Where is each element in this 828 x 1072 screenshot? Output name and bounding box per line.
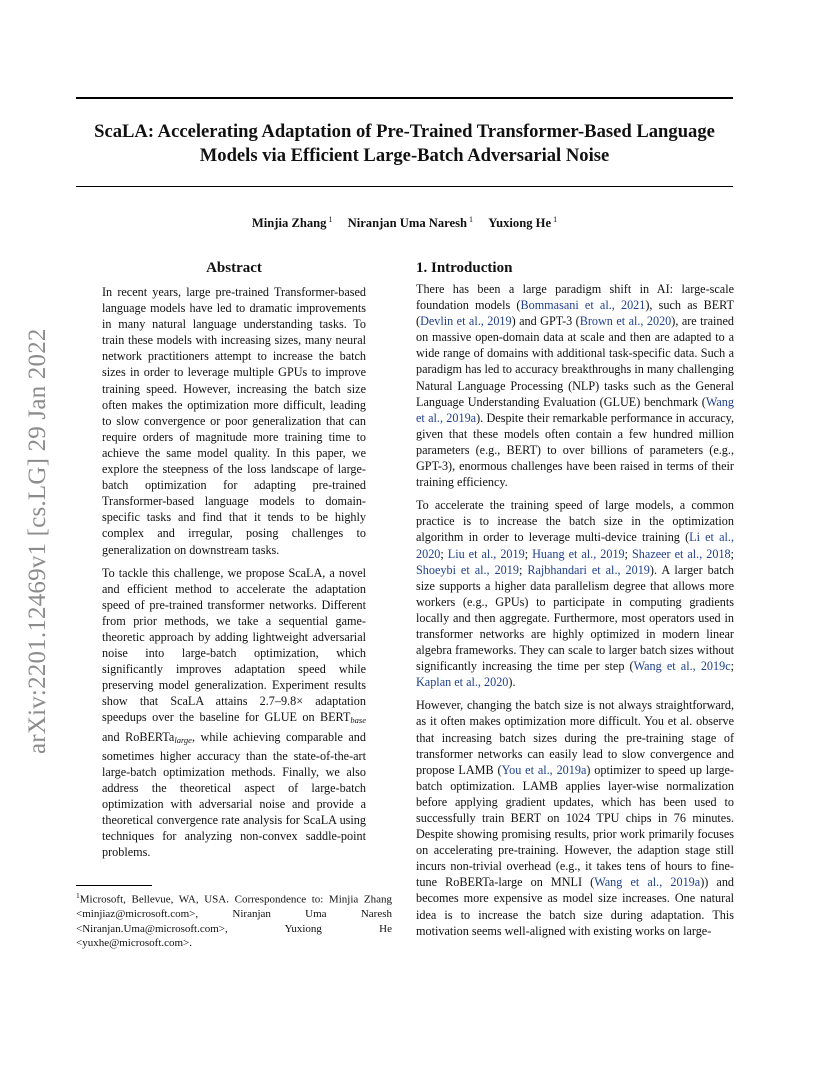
citation-link[interactable]: Bommasani et al., 2021: [520, 298, 646, 313]
citation-link[interactable]: You et al., 2019a: [501, 762, 587, 777]
subscript-base: base: [350, 715, 366, 726]
author-name: Yuxiong He: [488, 216, 552, 230]
citation-link[interactable]: Huang et al., 2019: [532, 546, 625, 561]
body-text: ;: [624, 546, 633, 561]
citation-link[interactable]: Wang et al., 2019a: [416, 394, 734, 425]
author-3: [488, 216, 557, 230]
author-affiliation-mark: 1: [553, 215, 558, 224]
body-text: ) optimizer to speed up large-batch optimization. LAMB applies layer-wise normalization before applying gradient updates, which has been used to successfully train BERT on 1024 TPU chips in 76 minutes. Despite showing promising results, prior work primarily focuses on accelerating pre-training. However, the adaption stage still incurs non-trivial overhead (e.g., it takes tens of hours to fine-tune RoBERTa-large on MNLI (: [416, 762, 734, 890]
citation-link[interactable]: Devlin et al., 2019: [420, 314, 512, 329]
abstract-heading: Abstract: [206, 260, 262, 276]
body-text: ;: [518, 562, 528, 577]
citation-link[interactable]: Liu et al., 2019: [447, 546, 525, 561]
author-1: [252, 216, 333, 230]
introduction-heading: 1. Introduction: [416, 260, 513, 276]
author-name: Minjia Zhang: [251, 216, 327, 230]
citation-link[interactable]: Wang et al., 2019c: [633, 659, 731, 674]
citation-link[interactable]: Wang et al., 2019a: [594, 875, 701, 890]
affiliation-footnote: [76, 889, 392, 951]
body-text: ).: [508, 675, 516, 690]
intro-paragraph-2: [416, 497, 734, 690]
abstract-paragraph-2: [102, 565, 366, 861]
body-text: ;: [730, 659, 735, 674]
subscript-large: large: [174, 734, 192, 745]
footnote-text: Microsoft, Bellevue, WA, USA. Correspondence to: Minjia Zhang <minjiaz@microsoft.com>, Niranjan Uma Naresh <Niranjan.Uma@microsoft.com>, Yuxiong He <yuxhe@microsoft.com>.: [76, 893, 392, 950]
paper-title: [76, 120, 733, 168]
body-text: ) and GPT-3 (: [511, 314, 580, 329]
abstract-text: and RoBERTa: [102, 729, 175, 744]
author-name: Niranjan Uma Naresh: [347, 216, 468, 230]
abstract-paragraph-1: In recent years, large pre-trained Transformer-based language models have led to dramatic improvements in many natural language understanding tasks. To train these models with increasing sizes, many neural network practitioners attempt to increase the batch sizes in order to leverage multiple GPUs to improve training speed. However, increasing the batch size often makes the optimization more difficult, leading to slow convergence or poor generalization that can require orders of magnitude more training time to achieve the same model quality. In this paper, we explore the steepness of the loss landscape of large-batch optimization for adapting pre-trained Transformer-based language models to domain-specific tasks and find that it tends to be highly complex and irregular, posing challenges to generalization on downstream tasks.: [102, 285, 366, 557]
citation-link[interactable]: Kaplan et al., 2020: [416, 675, 509, 690]
citation-link[interactable]: Rajbhandari et al., 2019: [527, 562, 650, 577]
body-text: ). A larger batch size supports a higher data parallelism degree that allows more workers (e.g., GPUs) to participate in computing gradients locally and then aggregate. Furthermore, most operators used in transformer networks are highly optimized in modern linear algebra frameworks. They can scale to larger batch sizes without significantly increasing the time per step (: [416, 562, 734, 674]
citation-link[interactable]: Shoeybi et al., 2019: [416, 562, 519, 577]
abstract-column: [102, 258, 366, 867]
title-line-2: Models via Efficient Large-Batch Adversarial Noise: [199, 145, 610, 166]
author-affiliation-mark: 1: [328, 215, 333, 224]
author-affiliation-mark: 1: [469, 215, 474, 224]
body-text: To accelerate the training speed of large models, a common practice is to increase the batch size in the optimization algorithm in order to leverage multi-device training (: [416, 498, 734, 545]
abstract-text: , while achieving comparable and sometimes higher accuracy than the state-of-the-art large-batch optimization methods. Finally, we also address the theoretical aspect of large-batch optimization with adversarial noise and provide a theoretical convergence rate analysis for ScaLA using techniques for analyzing non-convex saddle-point problems.: [102, 729, 366, 860]
body-text: ;: [730, 546, 735, 561]
body-text: ;: [440, 546, 448, 561]
body-text: ;: [524, 546, 533, 561]
intro-paragraph-3: [416, 697, 734, 938]
body-text: ). Despite their remarkable performance in accuracy, given that these models often contain a few hundred million parameters (e.g., BERT) to over billions of parameters (e.g., GPT-3), enormous challenges have been raised in terms of their training efficiency.: [416, 410, 734, 490]
footnote-mark: 1: [76, 891, 80, 900]
title-line-1: ScaLA: Accelerating Adaptation of Pre-Trained Transformer-Based Language: [94, 121, 715, 142]
author-list: [76, 215, 733, 231]
author-2: [348, 216, 473, 230]
introduction-column: [416, 258, 734, 946]
body-text: However, changing the batch size is not always straightforward, as it often makes optimization more difficult. You et al. observe that increasing batch sizes during the pre-training stage of transformer networks can easily lead to slow convergence and propose LAMB (: [416, 698, 734, 777]
arxiv-side-label: arXiv:2201.12469v1 [cs.LG] 29 Jan 2022: [24, 328, 51, 754]
body-text: ), such as BERT (: [416, 298, 734, 329]
citation-link[interactable]: Li et al., 2020: [416, 530, 735, 561]
title-rule-bottom: [76, 186, 733, 187]
intro-paragraph-1: [416, 281, 734, 490]
body-text: There has been a large paradigm shift in AI: large-scale foundation models (: [416, 282, 734, 313]
footnote-rule: [76, 885, 152, 886]
title-rule-top: [76, 97, 733, 99]
abstract-text: To tackle this challenge, we propose ScaLA, a novel and efficient method to accelerate the adaptation speed of pre-trained transformer networks. Different from prior methods, we take a sequential game-theoretic approach by adding lightweight adversarial noise into large-batch optimization, which significantly improves adaptation speed while preserving model generalization. Experiment results show that ScaLA attains 2.7–9.8× adaptation speedups over the baseline for GLUE on BERT: [102, 565, 366, 725]
citation-link[interactable]: Brown et al., 2020: [579, 314, 672, 329]
body-text: )) and becomes more expensive as model size increases. One natural idea is to increase the batch size during adaptation. This motivation seems well-aligned with existing works on large-: [416, 875, 735, 938]
body-text: ), are trained on massive open-domain data at scale and then are adapted to a wide range of domains with additional task-specific data. Such a paradigm has led to accuracy breakthroughs in many challenging Natural Language Processing (NLP) tasks such as the General Language Understanding Evaluation (GLUE) benchmark (: [416, 314, 734, 409]
citation-link[interactable]: Shazeer et al., 2018: [632, 546, 731, 561]
